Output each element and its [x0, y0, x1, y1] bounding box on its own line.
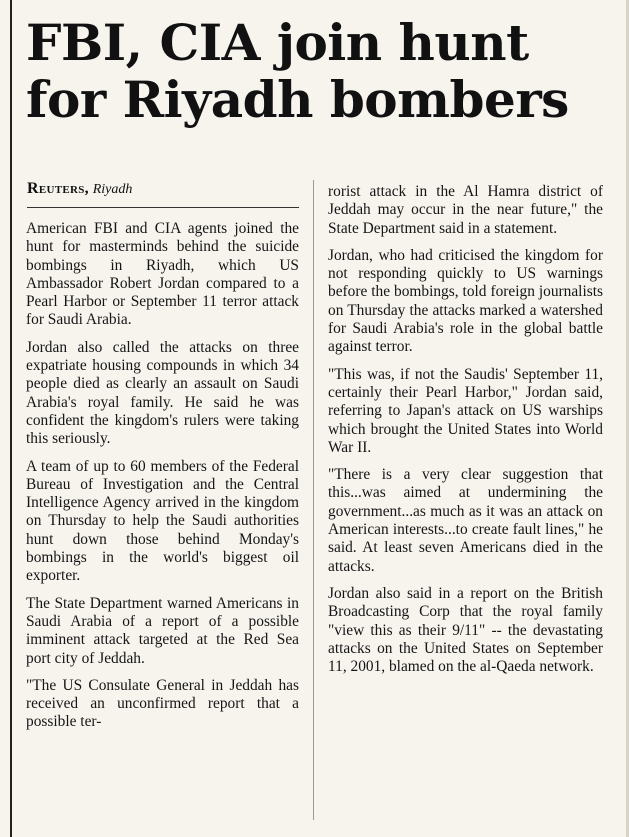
paragraph: "This was, if not the Saudis' September 11, certainly their Pearl Harbor," Jordan said, referring to Japan's attack on US warships which brought the United States into World War II.: [328, 365, 603, 456]
byline-rule: [27, 207, 299, 208]
paragraph: Jordan also said in a report on the British Broadcasting Corp that the royal family "view this as their 9/11" -- the devastating attacks on the United States on September 11, 2001, blamed on the al-Qaeda network.: [328, 584, 603, 676]
headline-line-2: for Riyadh bombers: [26, 70, 569, 129]
paragraph: Jordan also called the attacks on three expatriate housing compounds in which 34 people died as clearly an assault on Saudi Arabia's royal family. He said he was confident the kingdom's rulers were taking this seriously.: [26, 338, 299, 448]
paragraph: rorist attack in the Al Hamra district of Jeddah may occur in the near future," the State Department said in a statement.: [328, 183, 603, 237]
byline-dateline: Riyadh: [92, 182, 133, 197]
byline-agency: Reuters,: [27, 180, 89, 197]
headline: [26, 14, 616, 128]
paragraph: American FBI and CIA agents joined the hunt for masterminds behind the suicide bombings in Riyadh, which US Ambassador Robert Jordan compared to a Pearl Harbor or September 11 terror attack for Saudi Arabia.: [26, 220, 299, 329]
article-column-left: [26, 220, 299, 741]
paragraph: Jordan, who had criticised the kingdom for not responding quickly to US warnings before the bombings, told foreign journalists on Thursday the attacks marked a watershed for Saudi Arabia's role in the global battle against terror.: [328, 246, 603, 356]
paragraph: The State Department warned Americans in Saudi Arabia of a report of a possible imminent attack targeted at the Red Sea port city of Jeddah.: [26, 594, 299, 667]
headline-line-1: FBI, CIA join hunt: [26, 13, 529, 72]
article-column-right: [328, 183, 603, 685]
paragraph: A team of up to 60 members of the Federal Bureau of Investigation and the Central Intelligence Agency arrived in the kingdom on Thursday to help the Saudi authorities hunt down those behind Monday's bombings in the world's biggest oil exporter.: [26, 457, 299, 585]
byline: [27, 180, 132, 198]
paragraph: "The US Consulate General in Jeddah has received an unconfirmed report that a possible ter-: [26, 676, 299, 731]
left-column-rule: [10, 0, 12, 837]
paragraph: "There is a very clear suggestion that this...was aimed at undermining the government...as much as it was an attack on American interests...to create fault lines," he said. At least seven Americans died in the attacks.: [328, 466, 603, 575]
column-divider: [313, 180, 314, 820]
